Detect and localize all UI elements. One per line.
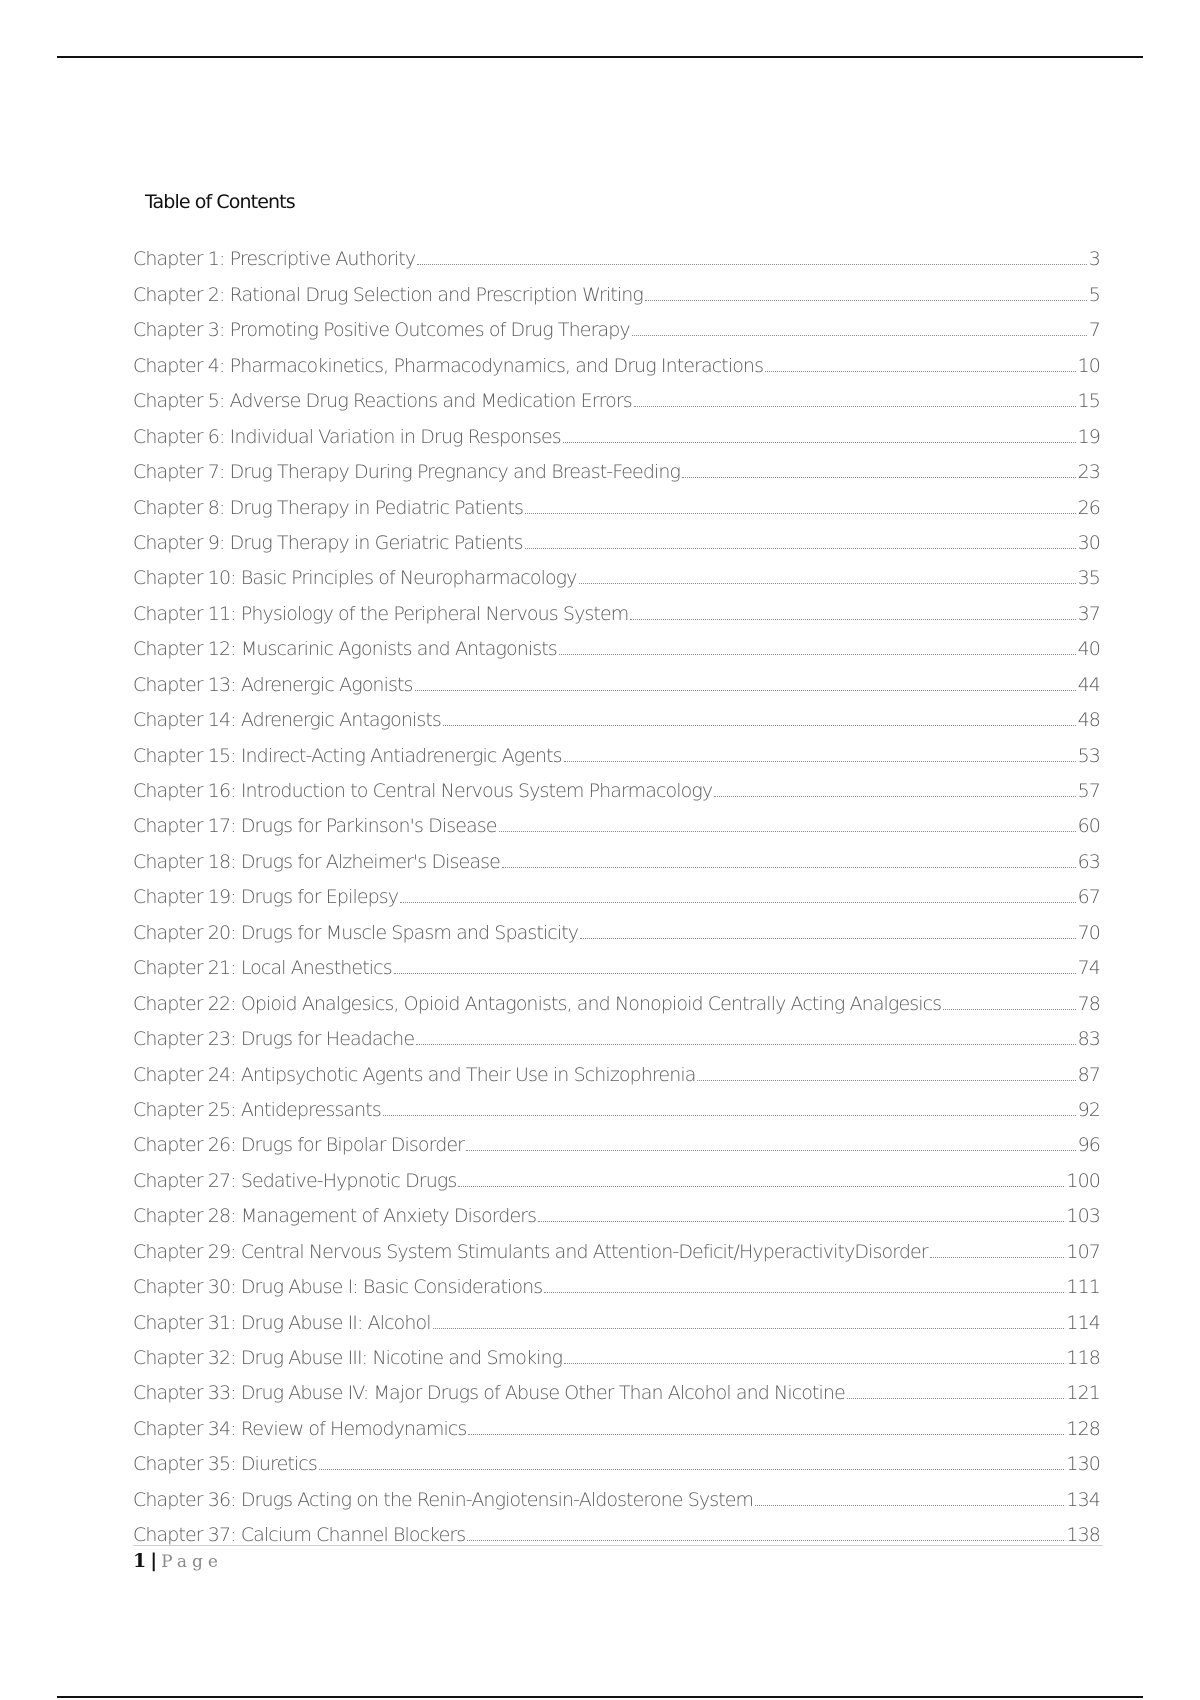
toc-entry-title: Chapter 36: Drugs Acting on the Renin-Angiotensin-Aldosterone System	[133, 1488, 754, 1511]
toc-entry[interactable]	[133, 1231, 1100, 1266]
toc-entry[interactable]	[133, 1302, 1100, 1337]
toc-entry-title: Chapter 6: Individual Variation in Drug Responses	[133, 425, 561, 448]
toc-entry[interactable]	[133, 593, 1100, 628]
toc-entry[interactable]	[133, 1408, 1100, 1443]
toc-entry-page: 92	[1077, 1098, 1100, 1121]
toc-entry-title: Chapter 37: Calcium Channel Blockers	[133, 1524, 466, 1547]
top-rule	[57, 56, 1143, 58]
toc-entry-title: Chapter 1: Prescriptive Authority	[133, 248, 416, 271]
toc-entry[interactable]	[133, 1479, 1100, 1514]
toc-entry-page: 70	[1077, 921, 1100, 944]
footer-page-word: Page	[161, 1552, 223, 1572]
toc-entry[interactable]	[133, 487, 1100, 522]
toc-entry-page: 53	[1077, 744, 1100, 767]
toc-entry-page: 35	[1077, 567, 1100, 590]
toc-entry-page: 134	[1066, 1488, 1100, 1511]
toc-dot-leader	[467, 1540, 1064, 1541]
toc-dot-leader	[579, 583, 1076, 584]
toc-entry[interactable]	[133, 1160, 1100, 1195]
toc-entry[interactable]	[133, 1373, 1100, 1408]
toc-dot-leader	[416, 1044, 1075, 1045]
toc-dot-leader	[943, 1009, 1075, 1010]
toc-entry-title: Chapter 18: Drugs for Alzheimer's Disease	[133, 850, 500, 873]
toc-entry[interactable]	[133, 239, 1100, 274]
toc-entry-page: 138	[1066, 1524, 1100, 1547]
toc-entry-title: Chapter 3: Promoting Positive Outcomes of Drug Therapy	[133, 319, 630, 342]
toc-dot-leader	[634, 406, 1076, 407]
toc-entry-title: Chapter 21: Local Anesthetics	[133, 957, 392, 980]
toc-dot-leader	[564, 761, 1076, 762]
toc-entry[interactable]	[133, 629, 1100, 664]
toc-entry-page: 19	[1077, 425, 1100, 448]
footer-page-number: 1	[133, 1550, 147, 1572]
toc-entry-title: Chapter 32: Drug Abuse III: Nicotine and Smoking	[133, 1347, 563, 1369]
toc-entry[interactable]	[133, 1019, 1100, 1054]
toc-dot-leader	[502, 867, 1076, 868]
toc-entry-title: Chapter 20: Drugs for Muscle Spasm and Spasticity	[133, 921, 579, 944]
toc-entry-title: Chapter 34: Review of Hemodynamics	[133, 1417, 467, 1440]
toc-entry[interactable]	[133, 345, 1100, 380]
toc-entry[interactable]	[133, 700, 1100, 735]
toc-entry-title: Chapter 8: Drug Therapy in Pediatric Patients	[133, 496, 523, 519]
toc-entry-title: Chapter 14: Adrenergic Antagonists	[133, 709, 441, 732]
toc-entry[interactable]	[133, 735, 1100, 770]
toc-entry-title: Chapter 26: Drugs for Bipolar Disorder	[133, 1134, 465, 1157]
toc-dot-leader	[559, 654, 1076, 655]
toc-entry-title: Chapter 17: Drugs for Parkinson's Disease	[133, 815, 497, 838]
toc-entry-title: Chapter 31: Drug Abuse II: Alcohol	[133, 1311, 431, 1334]
toc-entry-page: 60	[1077, 815, 1100, 838]
toc-entry-page: 37	[1077, 602, 1100, 625]
toc-entry[interactable]	[133, 523, 1100, 558]
toc-entry[interactable]	[133, 912, 1100, 947]
toc-entry-page: 30	[1077, 531, 1100, 554]
toc-entry-title: Chapter 19: Drugs for Epilepsy	[133, 886, 399, 909]
toc-entry[interactable]	[133, 416, 1100, 451]
toc-entry-title: Chapter 28: Management of Anxiety Disorders	[133, 1205, 537, 1228]
toc-entry-page: 128	[1066, 1417, 1100, 1440]
toc-entry-page: 57	[1077, 780, 1100, 802]
toc-dot-leader	[580, 938, 1076, 939]
toc-entry[interactable]	[133, 841, 1100, 876]
toc-dot-leader	[544, 1292, 1064, 1293]
toc-dot-leader	[525, 513, 1076, 514]
toc-entry-page: 63	[1077, 850, 1100, 873]
toc-entry-title: Chapter 35: Diuretics	[133, 1453, 317, 1476]
toc-entry-page: 67	[1077, 886, 1100, 909]
toc-entry-page: 100	[1066, 1169, 1100, 1192]
toc-dot-leader	[319, 1469, 1065, 1470]
toc-entry[interactable]	[133, 1444, 1100, 1479]
toc-entry-page: 107	[1066, 1240, 1100, 1263]
toc-entry-page: 3	[1088, 248, 1100, 271]
footer-separator: |	[150, 1550, 158, 1572]
toc-entry-title: Chapter 5: Adverse Drug Reactions and Medication Errors	[133, 390, 632, 413]
toc-entry-title: Chapter 2: Rational Drug Selection and Prescription Writing	[133, 283, 643, 306]
toc-entry[interactable]	[133, 948, 1100, 983]
toc-entry-page: 121	[1066, 1382, 1100, 1405]
toc-entry-title: Chapter 13: Adrenergic Agonists	[133, 673, 413, 696]
page-footer	[133, 1550, 223, 1572]
toc-entry-page: 74	[1077, 957, 1100, 980]
toc-entry-title: Chapter 7: Drug Therapy During Pregnancy and Breast-Feeding	[133, 461, 681, 484]
toc-dot-leader	[415, 690, 1076, 691]
toc-entry-title: Chapter 23: Drugs for Headache	[133, 1028, 415, 1051]
toc-dot-leader	[755, 1505, 1064, 1506]
toc-entry-title: Chapter 4: Pharmacokinetics, Pharmacodynamics, and Drug Interactions	[133, 354, 764, 377]
toc-entry[interactable]	[133, 558, 1100, 593]
toc-entry-title: Chapter 16: Introduction to Central Nervous System Pharmacology	[133, 780, 713, 802]
toc-entry-page: 10	[1077, 354, 1100, 377]
toc-entry-page: 23	[1077, 461, 1100, 484]
toc-dot-leader	[563, 442, 1076, 443]
toc-dot-leader	[538, 1221, 1064, 1222]
toc-dot-leader	[697, 1080, 1075, 1081]
toc-entry-title: Chapter 10: Basic Principles of Neuropharmacology	[133, 567, 577, 590]
toc-entry-title: Chapter 24: Antipsychotic Agents and Their Use in Schizophrenia	[133, 1063, 696, 1086]
toc-dot-leader	[847, 1398, 1065, 1399]
toc-dot-leader	[400, 902, 1075, 903]
toc-entry[interactable]	[133, 664, 1100, 699]
toc-entry[interactable]	[133, 274, 1100, 309]
toc-entry-title: Chapter 30: Drug Abuse I: Basic Considerations	[133, 1276, 543, 1299]
toc-entry[interactable]	[133, 310, 1100, 345]
toc-entry-title: Chapter 27: Sedative-Hypnotic Drugs	[133, 1169, 457, 1192]
toc-entry-title: Chapter 9: Drug Therapy in Geriatric Patients	[133, 531, 523, 554]
toc-entry-page: 114	[1066, 1311, 1100, 1334]
toc-dot-leader	[564, 1363, 1064, 1364]
toc-entry-page: 87	[1077, 1063, 1100, 1086]
toc-dot-leader	[394, 973, 1076, 974]
toc-entry-page: 40	[1077, 638, 1100, 661]
toc-entry-title: Chapter 11: Physiology of the Peripheral Nervous System	[133, 602, 629, 625]
toc-entry-page: 83	[1077, 1028, 1100, 1051]
toc-entry-title: Chapter 33: Drug Abuse IV: Major Drugs of Abuse Other Than Alcohol and Nicotine	[133, 1382, 845, 1405]
toc-dot-leader	[499, 831, 1076, 832]
toc-dot-leader	[630, 619, 1075, 620]
toc-entry[interactable]	[133, 771, 1100, 806]
toc-title: Table of Contents	[145, 191, 295, 213]
toc-entry-title: Chapter 15: Indirect-Acting Antiadrenergic Agents	[133, 744, 562, 767]
toc-entry-page: 118	[1066, 1347, 1100, 1369]
toc-entry-page: 44	[1077, 673, 1100, 696]
toc-entry[interactable]	[133, 381, 1100, 416]
toc-entry[interactable]	[133, 1054, 1100, 1089]
toc-entry-page: 96	[1077, 1134, 1100, 1157]
toc-dot-leader	[458, 1186, 1064, 1187]
toc-dot-leader	[383, 1115, 1076, 1116]
toc-entry[interactable]	[133, 1338, 1100, 1373]
toc-entry[interactable]	[133, 1090, 1100, 1125]
toc-entry-page: 5	[1088, 283, 1100, 306]
toc-entry-page: 7	[1088, 319, 1100, 342]
toc-dot-leader	[765, 371, 1076, 372]
toc-dot-leader	[682, 477, 1076, 478]
toc-entry[interactable]	[133, 1267, 1100, 1302]
toc-entry[interactable]	[133, 877, 1100, 912]
toc-dot-leader	[443, 725, 1076, 726]
toc-dot-leader	[632, 335, 1087, 336]
toc-entry-page: 15	[1077, 390, 1100, 413]
toc-entry-title: Chapter 12: Muscarinic Agonists and Antagonists	[133, 638, 557, 661]
toc-dot-leader	[433, 1328, 1065, 1329]
toc-entry-page: 103	[1066, 1205, 1100, 1228]
toc-bottom-rule	[133, 1545, 1103, 1546]
toc-dot-leader	[468, 1434, 1064, 1435]
toc-dot-leader	[525, 548, 1076, 549]
toc-entry-page: 26	[1077, 496, 1100, 519]
toc-entry-page: 111	[1066, 1276, 1100, 1299]
toc-dot-leader	[930, 1257, 1065, 1258]
toc-entry-page: 48	[1077, 709, 1100, 732]
toc-entry[interactable]	[133, 1196, 1100, 1231]
toc-entry-title: Chapter 22: Opioid Analgesics, Opioid Antagonists, and Nonopioid Centrally Acting Analgesics	[133, 992, 942, 1015]
toc-entry[interactable]	[133, 806, 1100, 841]
toc-entry-page: 130	[1066, 1453, 1100, 1476]
toc-dot-leader	[466, 1150, 1076, 1151]
bottom-rule	[57, 1696, 1143, 1698]
toc-dot-leader	[645, 300, 1087, 301]
toc-dot-leader	[714, 796, 1075, 797]
toc-list	[133, 239, 1100, 1550]
toc-entry-page: 78	[1077, 992, 1100, 1015]
toc-entry[interactable]	[133, 983, 1100, 1018]
toc-entry[interactable]	[133, 452, 1100, 487]
toc-entry-title: Chapter 25: Antidepressants	[133, 1098, 381, 1121]
toc-dot-leader	[417, 264, 1087, 265]
toc-entry[interactable]	[133, 1125, 1100, 1160]
toc-entry-title: Chapter 29: Central Nervous System Stimulants and Attention-Deficit/HyperactivityDisorder	[133, 1240, 928, 1263]
